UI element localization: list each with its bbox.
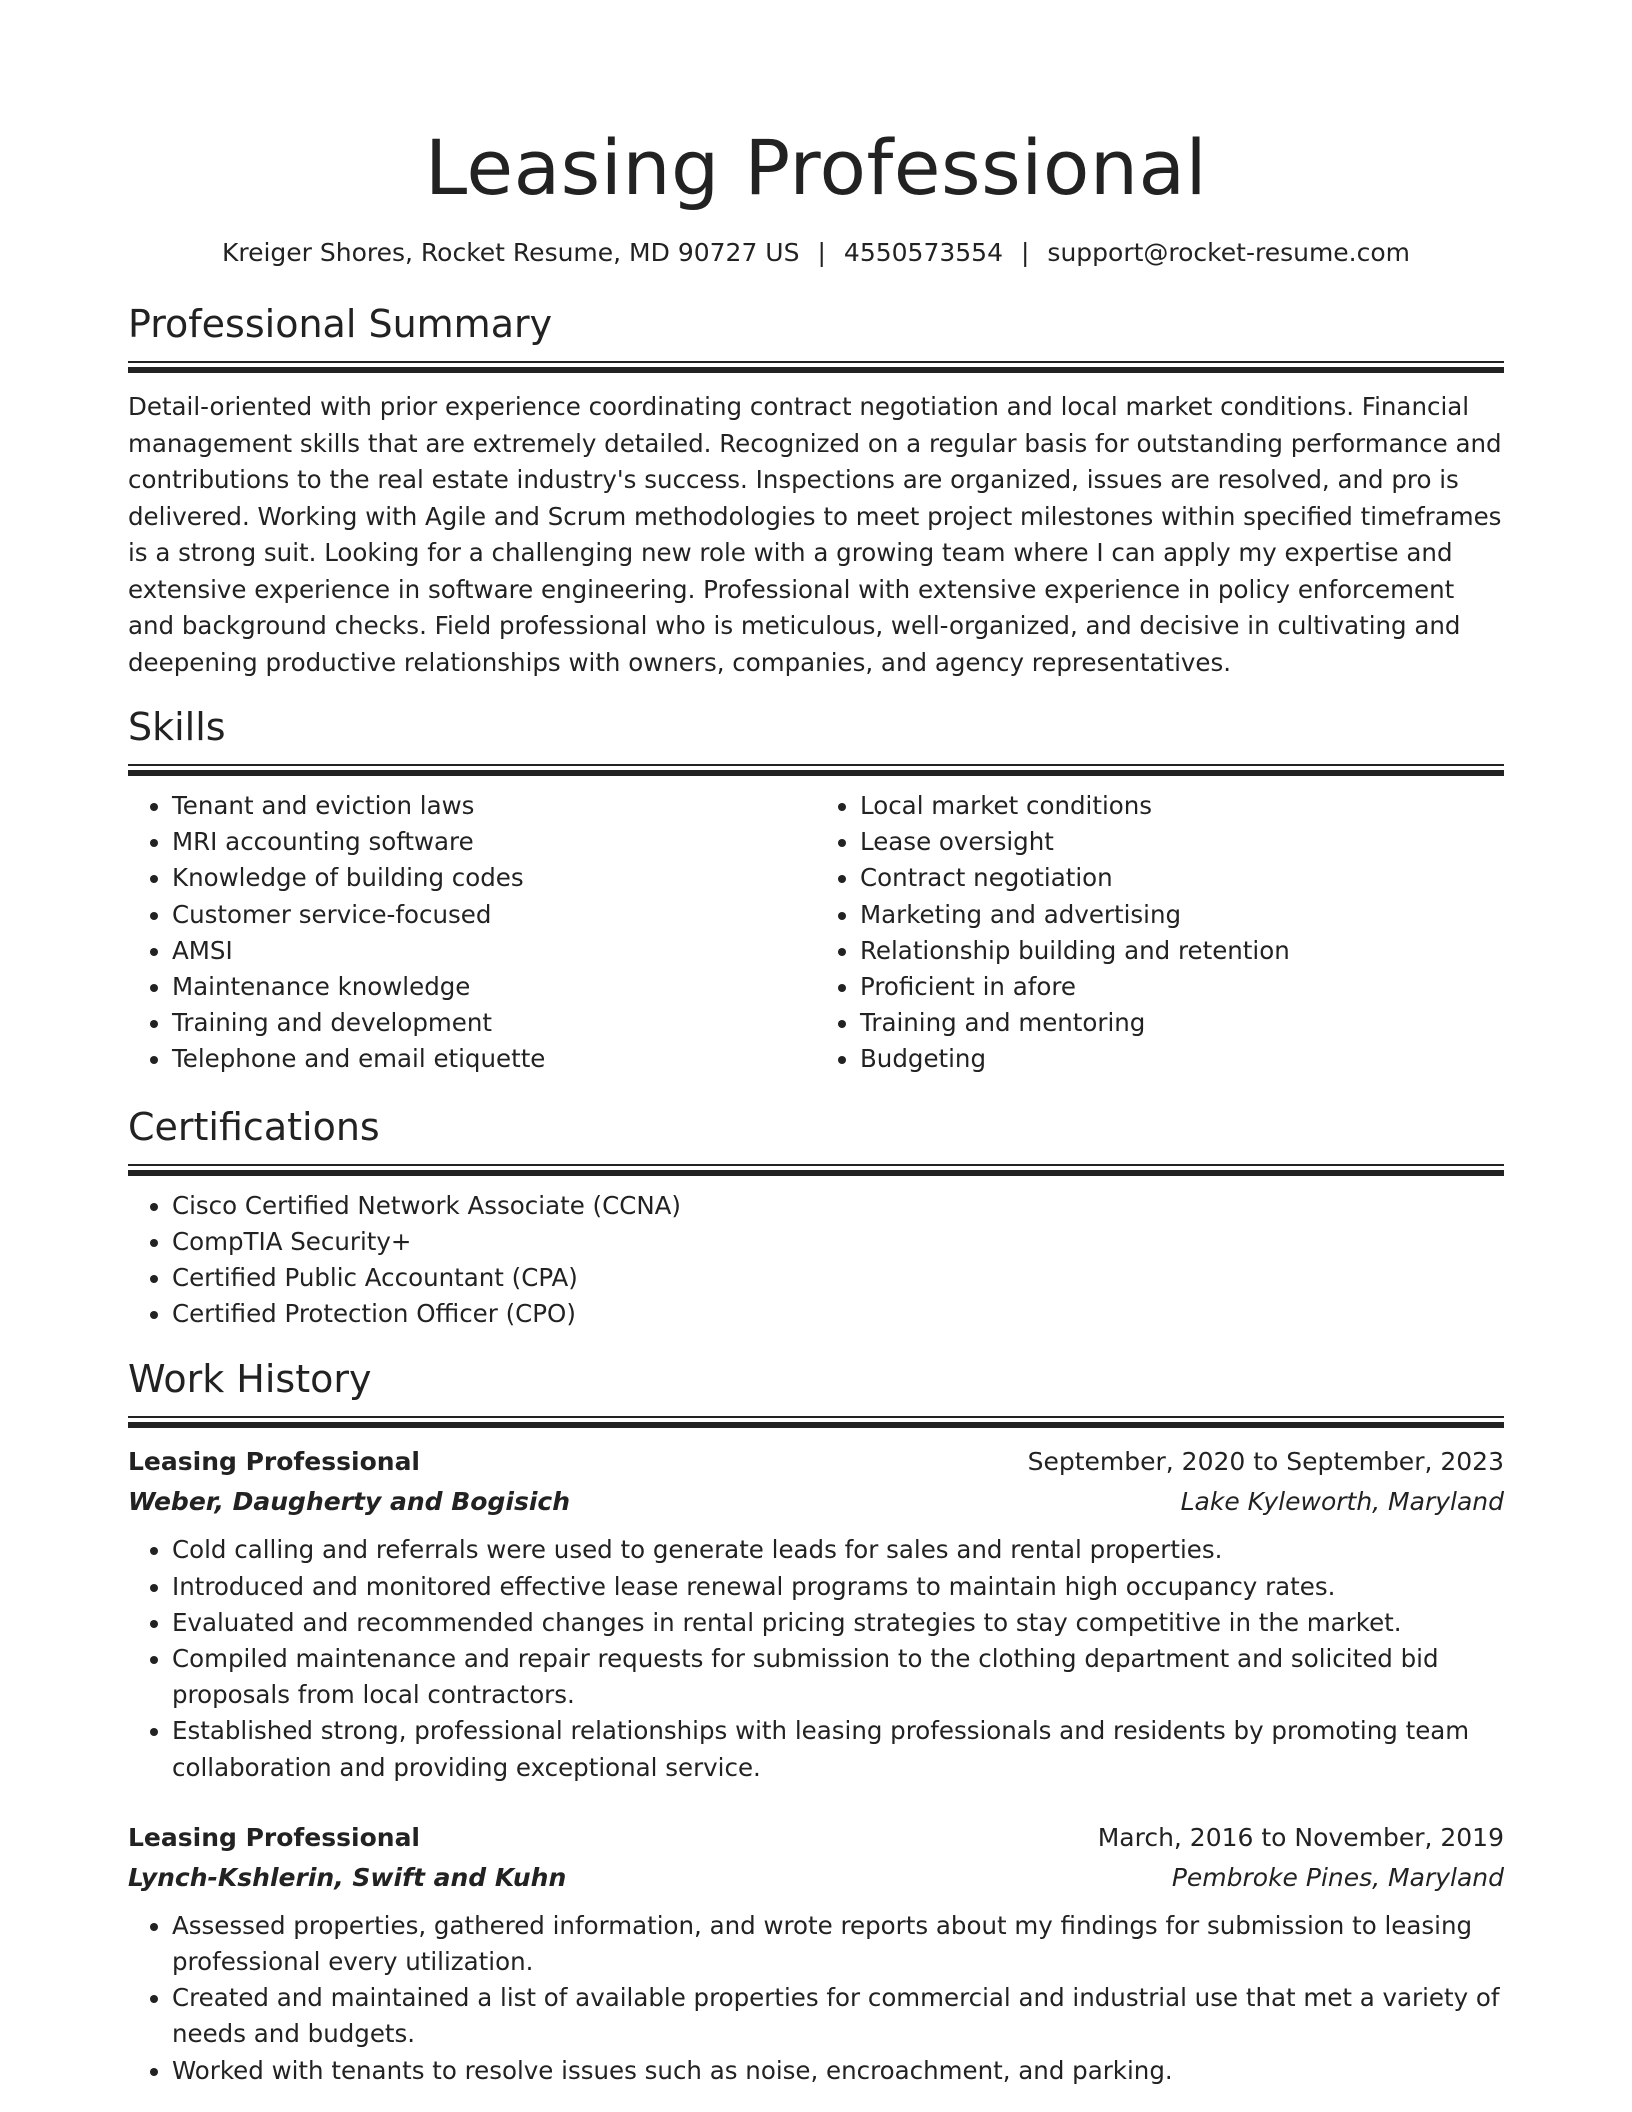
contact-email: support@rocket-resume.com <box>1047 238 1411 267</box>
list-item: • Contract negotiation <box>860 860 1504 896</box>
contact-phone: 4550573554 <box>843 238 1003 267</box>
list-item: • Proficient in afore <box>860 969 1504 1005</box>
section-divider <box>128 764 1504 776</box>
contact-separator: | <box>1020 238 1030 267</box>
list-item: • Budgeting <box>860 1041 1504 1077</box>
job-duties-list <box>128 1532 1504 1785</box>
contact-address: Kreiger Shores, Rocket Resume, MD 90727 US <box>221 238 800 267</box>
list-item: • Assessed properties, gathered information, and wrote reports about my findings for submission to leasing professional every utilization. <box>172 1908 1504 1980</box>
job-duties-list <box>128 1908 1504 2089</box>
list-item: • Maintenance knowledge <box>172 969 816 1005</box>
job-location: Lake Kyleworth, Maryland <box>1180 1487 1504 1517</box>
skills-list-right <box>816 788 1504 1078</box>
list-item: • CompTIA Security+ <box>172 1224 1504 1260</box>
certifications-section <box>128 1104 1504 1333</box>
job-location: Pembroke Pines, Maryland <box>1171 1862 1504 1892</box>
job-company-row <box>128 1482 1504 1522</box>
job-header-row <box>128 1818 1504 1858</box>
list-item: • Local market conditions <box>860 788 1504 824</box>
job-dates: September, 2020 to September, 2023 <box>1027 1447 1504 1477</box>
list-item: • Training and development <box>172 1005 816 1041</box>
list-item: • AMSI <box>172 933 816 969</box>
job-entry <box>128 1442 1504 1785</box>
list-item: • Training and mentoring <box>860 1005 1504 1041</box>
list-item: • Lease oversight <box>860 824 1504 860</box>
list-item: • Marketing and advertising <box>860 897 1504 933</box>
skills-list-left <box>128 788 816 1078</box>
list-item: • Customer service-focused <box>172 897 816 933</box>
section-heading: Certifications <box>128 1104 380 1149</box>
skills-column-left <box>128 788 816 1078</box>
list-item: • Worked with tenants to resolve issues such as noise, encroachment, and parking. <box>172 2053 1504 2089</box>
list-item: • Cisco Certified Network Associate (CCNA) <box>172 1188 1504 1224</box>
skills-column-right <box>816 788 1504 1078</box>
list-item: • Cold calling and referrals were used to generate leads for sales and rental properties. <box>172 1532 1504 1568</box>
list-item: • Certified Public Accountant (CPA) <box>172 1260 1504 1296</box>
contact-separator: | <box>817 238 826 267</box>
job-company-row <box>128 1858 1504 1898</box>
list-item: • Established strong, professional relationships with leasing professionals and residents by promoting team collaboration and providing exceptional service. <box>172 1713 1504 1785</box>
job-dates: March, 2016 to November, 2019 <box>1097 1822 1504 1852</box>
contact-line <box>128 236 1504 270</box>
skills-columns <box>128 788 1504 1078</box>
skills-section <box>128 704 1504 1078</box>
job-title: Leasing Professional <box>128 1822 421 1852</box>
list-item: • MRI accounting software <box>172 824 816 860</box>
summary-section <box>128 301 1504 681</box>
list-item: • Relationship building and retention <box>860 933 1504 969</box>
list-item: • Introduced and monitored effective lease renewal programs to maintain high occupancy rates. <box>172 1569 1504 1605</box>
certifications-list <box>128 1188 1504 1333</box>
list-item: • Telephone and email etiquette <box>172 1041 816 1077</box>
section-divider <box>128 1164 1504 1176</box>
summary-text: Detail-oriented with prior experience coordinating contract negotiation and local market conditions. Financial management skills that are extremely detailed. Recognized on a regular basis for outstanding performance and contributions to the real estate industry's success. Inspections are organized, issues are resolved, and pro is delivered. Working with Agile and Scrum methodologies to meet project milestones within specified timeframes is a strong suit. Looking for a challenging new role with a growing team where I can apply my expertise and extensive experience in software engineering. Professional with extensive experience in policy enforcement and background checks. Field professional who is meticulous, well-organized, and decisive in cultivating and deepening productive relationships with owners, companies, and agency representatives. <box>128 392 1502 677</box>
job-company: Weber, Daugherty and Bogisich <box>128 1487 571 1517</box>
list-item: • Knowledge of building codes <box>172 860 816 896</box>
job-header-row <box>128 1442 1504 1482</box>
section-heading: Skills <box>128 705 226 749</box>
job-company: Lynch-Kshlerin, Swift and Kuhn <box>128 1862 567 1892</box>
section-heading: Professional Summary <box>128 302 553 346</box>
job-title: Leasing Professional <box>128 1447 421 1477</box>
resume-title: Leasing Professional <box>424 123 1208 212</box>
list-item: • Created and maintained a list of available properties for commercial and industrial use that met a variety of needs and budgets. <box>172 1980 1504 2052</box>
job-entry <box>128 1818 1504 2089</box>
list-item: • Tenant and eviction laws <box>172 788 816 824</box>
list-item: • Certified Protection Officer (CPO) <box>172 1296 1504 1332</box>
section-divider <box>128 361 1504 373</box>
list-item: • Compiled maintenance and repair requests for submission to the clothing department and solicited bid proposals from local contractors. <box>172 1641 1504 1713</box>
section-heading: Work History <box>128 1357 372 1402</box>
list-item: • Evaluated and recommended changes in rental pricing strategies to stay competitive in the market. <box>172 1605 1504 1641</box>
work-history-section <box>128 1356 1504 2088</box>
section-divider <box>128 1416 1504 1428</box>
